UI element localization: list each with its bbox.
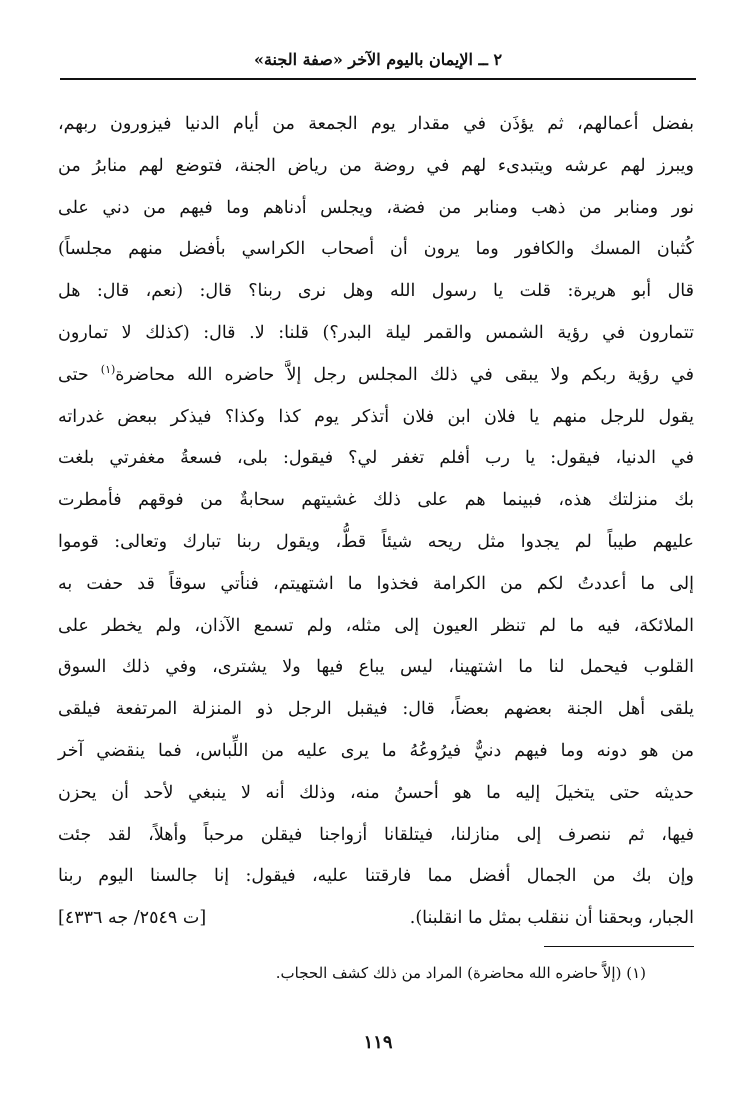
text-line: كُثبان المسك والكافور وما يرون أن أصحاب الكراسي بأفضل منهم مجلساً) <box>58 239 694 260</box>
text-line: عليهم طيباً لم يجدوا مثل ريحه شيئاً قطُّ، ويقول ربنا تبارك وتعالى: قوموا <box>58 531 694 552</box>
footnote-rule <box>544 946 694 947</box>
footnote: (١) (إلاَّ حاضره الله محاضرة) المراد من ذلك كشف الحجاب. <box>275 964 646 982</box>
text-segment: حتى <box>58 364 101 385</box>
text-line-with-footnote <box>58 355 694 397</box>
page-number: ١١٩ <box>363 1032 393 1053</box>
body-text <box>58 104 694 940</box>
text-line-last <box>58 898 694 940</box>
text-line: قال أبو هريرة: قلت يا رسول الله وهل نرى ربنا؟ قال: (نعم، قال: هل <box>58 281 694 302</box>
text-line: وإن بك من الجمال أفضل مما فارقتنا عليه، فيقول: إنا جالسنا اليوم ربنا <box>58 866 694 887</box>
text-line: من هو دونه وما فيهم دنيٌّ فيرُوعُهُ ما يرى عليه من اللِّباس، فما ينقضي آخر <box>58 740 694 761</box>
text-segment: في رؤية ربكم ولا يبقى في ذلك المجلس رجل إلاَّ حاضره الله محاضرة <box>115 364 694 385</box>
text-line: يلقى أهل الجنة بعضهم بعضاً، قال: فيقبل الرجل ذو المنزلة المرتفعة فيلقى <box>58 699 694 720</box>
text-segment: الجبار، وبحقنا أن ننقلب بمثل ما انقلبنا). <box>409 908 694 929</box>
text-line: بك منزلتك هذه، فبينما هم على ذلك غشيتهم سحابةٌ من فوقهم فأمطرت <box>58 490 694 511</box>
text-line: بفضل أعمالهم، ثم يؤذَن في مقدار يوم الجمعة من أيام الدنيا فيزورون ربهم، <box>58 114 694 134</box>
text-line: في الدنيا، فيقول: يا رب أفلم تغفر لي؟ فيقول: بلى، فسعةُ مغفرتي بلغت <box>58 448 694 469</box>
text-line: القلوب فيحمل لنا ما اشتهينا، ليس يباع فيها ولا يشترى، وفي ذلك السوق <box>58 657 694 678</box>
text-line: حديثه حتى يتخيلَ إليه ما هو أحسنُ منه، وذلك أنه لا ينبغي لأحد أن يحزن <box>58 782 694 803</box>
footnote-marker[interactable]: (١) <box>100 362 116 376</box>
text-line: فيها، ثم ننصرف إلى منازلنا، فيتلقانا أزواجنا فيقلن مرحباً وأهلاً، لقد جئت <box>58 824 694 845</box>
header-rule <box>60 78 696 80</box>
running-title: ٢ ــ الإيمان باليوم الآخر «صفة الجنة» <box>253 50 503 69</box>
text-line: إلى ما أعددتُ لكم من الكرامة فخذوا ما اشتهيتم، فنأتي سوقاً قد حفت به <box>58 573 694 594</box>
hadith-reference: [ت ٢٥٤٩/ جه ٤٣٣٦] <box>58 908 207 929</box>
text-line: ويبرز لهم عرشه ويتبدىء لهم في روضة من رياض الجنة، فتوضع لهم منابرُ من <box>58 155 694 176</box>
text-line: الملائكة، فيه ما لم تنظر العيون إلى مثله، ولم تسمع الآذان، ولم يخطر على <box>58 615 694 636</box>
text-line: نور ومنابر من ذهب ومنابر من فضة، ويجلس أدناهم وما فيهم من دني على <box>58 197 694 218</box>
text-line: تتمارون في رؤية الشمس والقمر ليلة البدر؟) قلنا: لا. قال: (كذلك لا تمارون <box>58 322 694 343</box>
text-line: يقول للرجل منهم يا فلان ابن فلان أتذكر يوم كذا وكذا؟ فيذكر ببعض غدراته <box>58 406 694 427</box>
